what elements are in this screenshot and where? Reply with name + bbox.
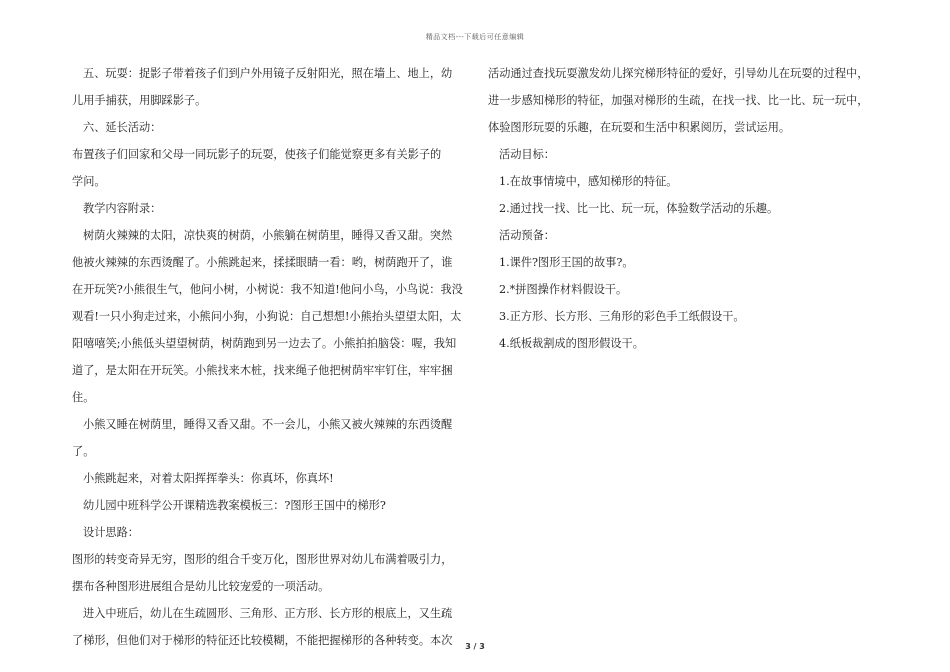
text-line: 1.在故事情境中，感知梯形的特征。 xyxy=(499,175,678,188)
text-line: 阳嘻嘻笑;小熊低头望望树荫，树荫跑到另一边去了。小熊拍拍脑袋：喔，我知 xyxy=(72,337,457,350)
text-line: 1.课件?图形王国的故事?。 xyxy=(499,256,634,269)
right-column xyxy=(488,60,874,357)
text-line: 摆布各种图形进展组合是幼儿比较宠爱的一项活动。 xyxy=(72,580,330,593)
text-line: 学问。 xyxy=(72,175,106,188)
text-line: 4.纸板裁割成的图形假设干。 xyxy=(499,337,644,350)
text-line: 教学内容附录： xyxy=(83,202,162,215)
page-number: 3 / 3 xyxy=(465,642,485,651)
text-line: 进一步感知梯形的特征，加强对梯形的生疏，在找一找、比一比、玩一玩中， xyxy=(488,94,869,107)
text-line: 2.*拼图操作材料假设干。 xyxy=(499,283,628,296)
text-line: 六、延长活动： xyxy=(83,121,162,134)
text-line: 了。 xyxy=(72,445,95,458)
text-line: 进入中班后，幼儿在生疏圆形、三角形、正方形、长方形的根底上，又生疏 xyxy=(83,607,453,620)
left-column xyxy=(72,60,464,654)
text-line: 树荫火辣辣的太阳，凉快爽的树荫，小熊躺在树荫里，睡得又香又甜。突然 xyxy=(83,229,453,242)
text-line: 3.正方形、长方形、三角形的彩色手工纸假设干。 xyxy=(499,310,745,323)
text-line: 活动通过查找玩耍激发幼儿探究梯形特征的爱好，引导幼儿在玩耍的过程中， xyxy=(488,67,869,80)
text-line: 活动目标： xyxy=(499,148,555,161)
text-line: 住。 xyxy=(72,391,95,404)
text-line: 儿用手捕获，用脚踩影子。 xyxy=(72,94,207,107)
text-line: 道了，是太阳在开玩笑。小熊找来木桩，找来绳子他把树荫牢牢钉住，牢牢捆 xyxy=(72,364,453,377)
text-line: 布置孩子们回家和父母一同玩影子的玩耍，使孩子们能觉察更多有关影子的 xyxy=(72,148,442,161)
text-line: 了梯形，但他们对于梯形的特征还比较模糊，不能把握梯形的各种转变。本次 xyxy=(72,634,453,647)
text-line: 设计思路： xyxy=(83,526,139,539)
text-line: 幼儿园中班科学公开课精选教案模板三：?图形王国中的梯形? xyxy=(83,499,386,512)
text-line: 他被火辣辣的东西烫醒了。小熊跳起来，揉揉眼睛一看：哟，树荫跑开了，谁 xyxy=(72,256,453,269)
text-line: 2.通过找一找、比一比、玩一玩，体验数学活动的乐趣。 xyxy=(499,202,779,215)
text-line: 五、玩耍：捉影子带着孩子们到户外用镜子反射阳光，照在墙上、地上，幼 xyxy=(83,67,453,80)
text-line: 图形的转变奇异无穷，图形的组合千变万化，图形世界对幼儿布满着吸引力， xyxy=(72,553,453,566)
text-line: 观看!一只小狗走过来，小熊问小狗，小狗说：自己想想!小熊抬头望望太阳，太 xyxy=(72,310,462,323)
text-line: 小熊跳起来，对着太阳挥挥拳头：你真坏，你真坏! xyxy=(83,472,334,485)
text-line: 活动预备： xyxy=(499,229,555,242)
text-line: 小熊又睡在树荫里，睡得又香又甜。不一会儿，小熊又被火辣辣的东西烫醒 xyxy=(83,418,453,431)
text-line: 体验图形玩耍的乐趣，在玩耍和生活中积累阅历，尝试运用。 xyxy=(488,121,791,134)
text-line: 在开玩笑?小熊很生气，他问小树，小树说：我不知道!他问小鸟，小鸟说：我没 xyxy=(72,283,463,296)
page-header: 精品文档---下载后可任意编辑 xyxy=(425,33,525,41)
